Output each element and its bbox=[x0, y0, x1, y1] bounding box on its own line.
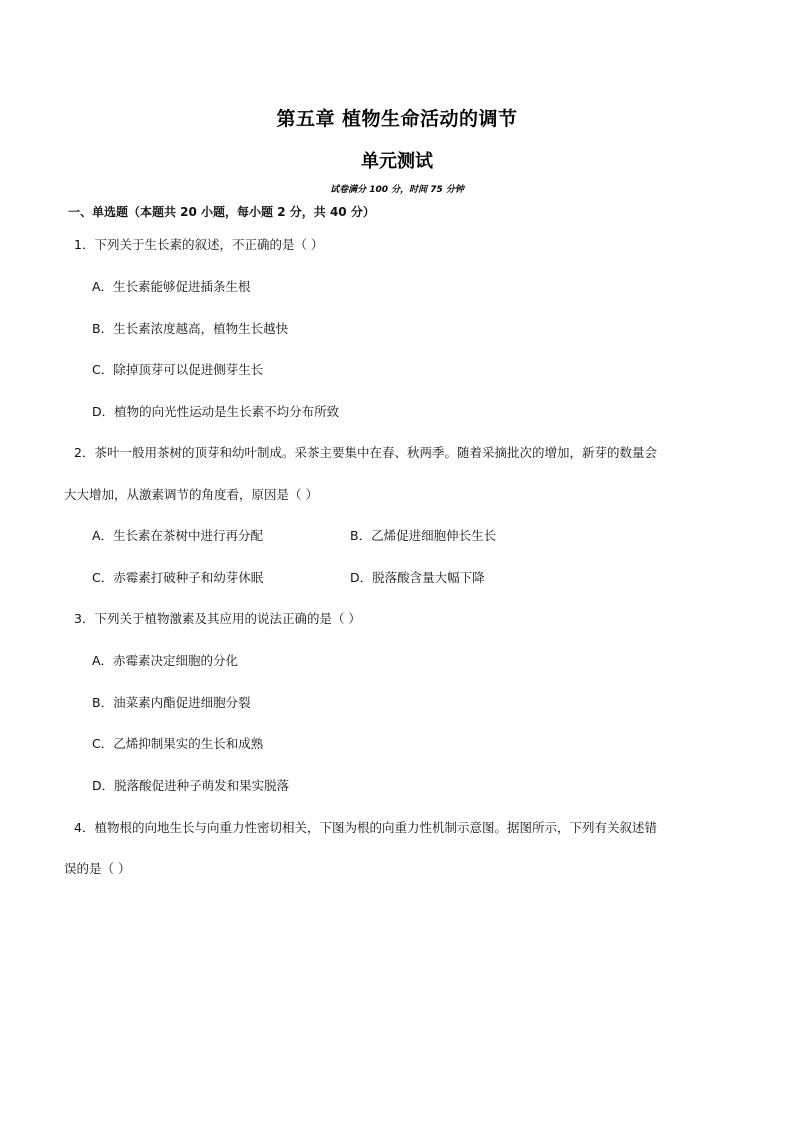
exam-info: 试卷满分 100 分，时间 75 分钟 bbox=[330, 185, 464, 195]
question-3-option-b: B．油菜素内酯促进细胞分裂 bbox=[92, 695, 251, 710]
question-4-stem-line2: 误的是（ ） bbox=[64, 861, 131, 876]
question-1-option-c: C．除掉顶芽可以促进侧芽生长 bbox=[92, 362, 264, 377]
question-2-stem-line1: 2．茶叶一般用茶树的顶芽和幼叶制成。采茶主要集中在春、秋两季。随着采摘批次的增加，新芽的数量会 bbox=[74, 445, 657, 460]
unit-test-subtitle: 单元测试 bbox=[361, 151, 433, 172]
question-3-option-d: D．脱落酸促进种子萌发和果实脱落 bbox=[92, 778, 290, 793]
question-4-stem-line1: 4．植物根的向地生长与向重力性密切相关，下图为根的向重力性机制示意图。据图所示，下列有关叙述错 bbox=[74, 820, 657, 835]
question-1-stem: 1．下列关于生长素的叙述，不正确的是（ ） bbox=[74, 237, 324, 252]
question-1-option-a: A．生长素能够促进插条生根 bbox=[92, 279, 251, 294]
question-1-option-b: B．生长素浓度越高，植物生长越快 bbox=[92, 321, 289, 336]
chapter-title: 第五章 植物生命活动的调节 bbox=[276, 108, 518, 130]
question-2-option-d: D．脱落酸含量大幅下降 bbox=[350, 570, 485, 585]
question-1-option-d: D．植物的向光性运动是生长素不均分布所致 bbox=[92, 404, 340, 419]
question-2-stem-line2: 大大增加，从激素调节的角度看，原因是（ ） bbox=[64, 487, 318, 502]
question-3-option-c: C．乙烯抑制果实的生长和成熟 bbox=[92, 736, 264, 751]
question-2-option-a: A．生长素在茶树中进行再分配 bbox=[92, 528, 264, 543]
question-2-option-c: C．赤霉素打破种子和幼芽休眠 bbox=[92, 570, 264, 585]
question-3-option-a: A．赤霉素决定细胞的分化 bbox=[92, 653, 239, 668]
section-heading: 一、单选题（本题共 20 小题，每小题 2 分，共 40 分） bbox=[68, 205, 375, 219]
question-2-option-b: B．乙烯促进细胞伸长生长 bbox=[350, 528, 497, 543]
question-3-stem: 3．下列关于植物激素及其应用的说法正确的是（ ） bbox=[74, 611, 361, 626]
